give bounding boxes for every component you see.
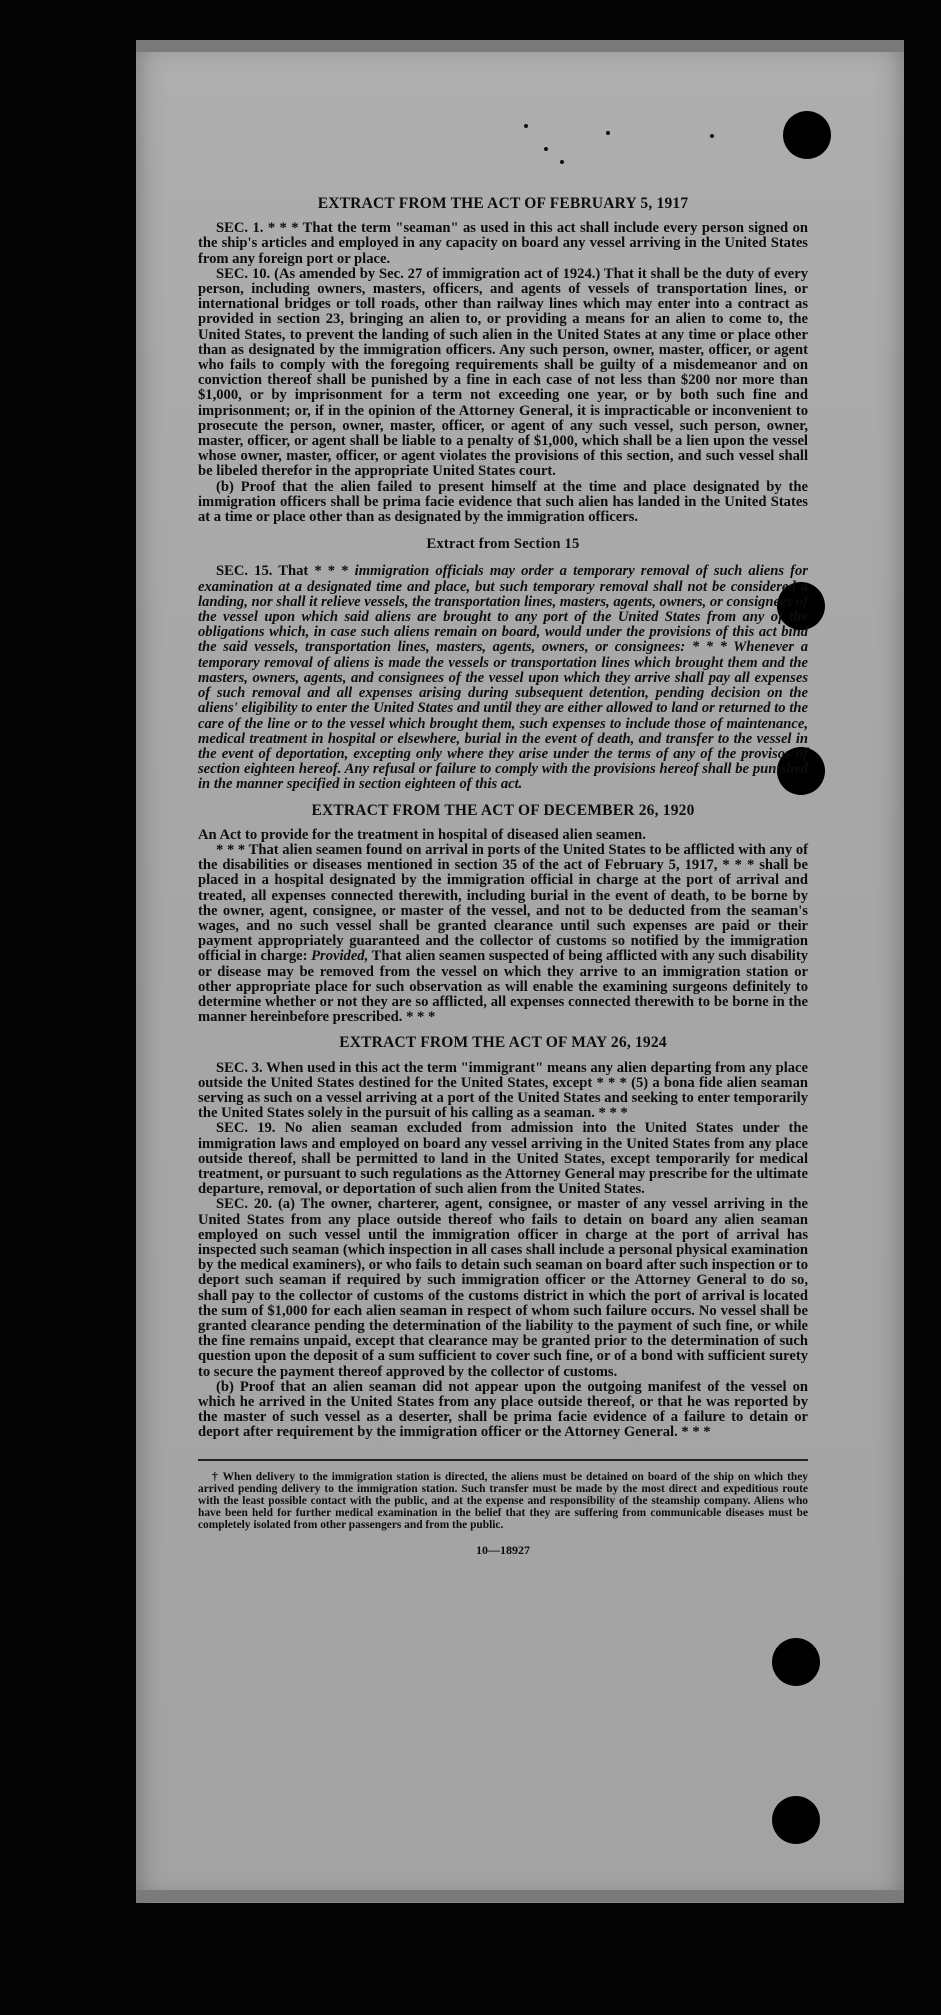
section-1-paragraph: SEC. 1. * * * That the term "seaman" as used in this act shall include every person signed on the ship's articles and employed in any capacity on board any vessel arriving in the United States from any foreign port or place. bbox=[198, 220, 808, 267]
heading-act-may-1924: EXTRACT FROM THE ACT OF MAY 26, 1924 bbox=[339, 1034, 667, 1052]
footnote-divider bbox=[198, 1459, 808, 1461]
heading-section-15: Extract from Section 15 bbox=[426, 536, 580, 553]
scan-speck bbox=[524, 124, 528, 128]
document-text bbox=[198, 186, 808, 1558]
section-15-lead: SEC. 15. That * * * bbox=[216, 563, 355, 580]
section-20b-paragraph: (b) Proof that an alien seaman did not appear upon the outgoing manifest of the vessel on which he arrived in the United States from any place outside thereof, or that he was reported by the master of such vessel as a deserter, shall be prima facie evidence of a failure to detain or deport after requirement by the immigration officer or the Attorney General. * * * bbox=[198, 1378, 808, 1441]
section-10b-paragraph: (b) Proof that the alien failed to present himself at the time and place designated by the immigration officers shall be prima facie evidence that such alien has landed in the United States at a time or place other than as designated by the immigration officers. bbox=[198, 478, 808, 526]
form-number: 10—18927 bbox=[476, 1542, 530, 1557]
punch-hole bbox=[772, 1796, 820, 1844]
act-1920-paragraph bbox=[198, 843, 808, 1025]
act-1920-title: An Act to provide for the treatment in hospital of diseased alien seamen. bbox=[198, 826, 646, 843]
scan-speck bbox=[606, 131, 610, 135]
section-10-paragraph: SEC. 10. (As amended by Sec. 27 of immigration act of 1924.) That it shall be the duty of every person, including owners, masters, officers, and agents of vessels of transportation lines, or international bridges or toll roads, other than railway lines which may enter into a contract as provided in section 23, bringing an alien to, or providing a means for an alien to come to, the United States, to prevent the landing of such alien in the United States at any time or place other than as designated by the immigration officers. Any such person, owner, master, officer, or agent who fails to comply with the foregoing requirements shall be guilty of a misdemeanor and on conviction thereof shall be punished by a fine in each case of not less than $200 nor more than $1,000, or by imprisonment for a term not exceeding one year, or by both such fine and imprisonment; or, if in the opinion of the Attorney General, it is impracticable or inconvenient to prosecute the person, owner, master, officer, or agent of any such vessel, such person, owner, master, officer, or agent shall be liable to a penalty of $1,000, which shall be a lien upon the vessel whose owner, master, officer, or agent violates the provisions of this section, and such vessel shall be libeled therefor in the appropriate United States court. bbox=[198, 265, 808, 480]
act-1920-body-b: That alien seamen suspected of being afflicted with any such disability or disease may be removed from the vessel on which they arrive to an immigration station or other appropriate place for such observation as will enable the examining surgeons definitely to determine whether or not they are so afflicted, all expenses connected therewith to be borne in the manner hereinbefore prescribed. * * * bbox=[198, 948, 808, 1026]
punch-hole bbox=[783, 111, 831, 159]
section-20a-paragraph: SEC. 20. (a) The owner, charterer, agent, consignee, or master of any vessel arriving in the United States from any place outside thereof who fails to detain on board any alien seaman employed on such vessel until the immigration officer in charge at the port of arrival has inspected such seaman (which inspection in all cases shall include a personal physical examination by the medical examiners), or who fails to detain such seaman on board after such inspection or to deport such seaman if required by such immigration officer or the Attorney General to do so, shall pay to the collector of customs of the customs district in which the port of arrival is located the sum of $1,000 for each alien seaman in respect of whom such failure occurs. No vessel shall be granted clearance pending the determination of the liability to the payment of such fine, or while the fine remains unpaid, except that clearance may be granted prior to the determination of such question upon the deposit of a sum sufficient to cover such fine, or of a bond with sufficient surety to secure the payment thereof approved by the collector of customs. bbox=[198, 1196, 808, 1380]
section-19-paragraph: SEC. 19. No alien seaman excluded from admission into the United States under the immigration laws and employed on board any vessel arriving in the United States from any place outside thereof, shall be permitted to land in the United States, except temporarily for medical treatment, or pursuant to such regulations as the Attorney General may prescribe for the ultimate departure, removal, or deportation of such alien from the United States. bbox=[198, 1120, 808, 1198]
heading-act-feb-1917: EXTRACT FROM THE ACT OF FEBRUARY 5, 1917 bbox=[317, 195, 689, 212]
heading-act-dec-1920: EXTRACT FROM THE ACT OF DECEMBER 26, 1920 bbox=[311, 801, 695, 819]
scan-speck bbox=[710, 134, 714, 138]
act-1920-provided: Provided, bbox=[311, 948, 369, 965]
section-3-paragraph: SEC. 3. When used in this act the term "immigrant" means any alien departing from any place outside the United States destined for the United States, except * * * (5) a bona fide alien seaman serving as such on a vessel arriving at a port of the United States and seeking to enter temporarily the United States solely in the pursuit of his calling as a seaman. * * * bbox=[198, 1059, 808, 1122]
scan-bottom-edge bbox=[136, 1890, 904, 1902]
punch-hole bbox=[772, 1638, 820, 1686]
footnote: † When delivery to the immigration station is directed, the aliens must be detained on board of the ship on which they arrived pending delivery to the immigration station. Such transfer must be made by the most direct and expeditious route with the least possible contact with the public, and at the expense and responsibility of the steamship company. Aliens who have been held for further medical examination in the belief that they are suffering from communicable diseases must be completely isolated from other passengers and from the public. bbox=[198, 1470, 808, 1531]
act-1920-body-a: * * * That alien seamen found on arrival in ports of the United States to be afflicted with any of the disabilities or diseases mentioned in section 35 of the act of February 5, 1917, * * * shall be placed in a hospital designated by the immigration official in charge at the port of arrival and treated, all expenses connected therewith, including burial in the event of death, to be borne by the owner, agent, consignee, or master of the vessel, and not to be deducted from the seaman's wages, and no such vessel shall be granted clearance until such expenses are paid or their payment appropriately guaranteed and the collector of customs so notified by the immigration official in charge: bbox=[198, 841, 808, 965]
section-15-body: immigration officials may order a temporary removal of such aliens for examination at a designated time and place, but such temporary removal shall not be considered a landing, nor shall it relieve vessels, the transportation lines, masters, agents, owners, or consignees of the vessel upon which said aliens are brought to any port of the United States from any of the obligations which, in case such aliens remain on board, would under the provisions of this act bind the said vessels, transportation lines, masters, agents, owners, or consignees: * * * Whenever a temporary removal of aliens is made the vessels or transportation lines which brought them and the masters, owners, agents, and consignees of the vessel upon which they arrive shall pay all expenses of such removal and all expenses arising during subsequent detention, pending decision on the aliens' eligibility to enter the United States and until they are either allowed to land or returned to the care of the line or to the vessel which brought them, such expenses to include those of maintenance, medical treatment in hospital or elsewhere, burial in the event of death, and transfer to the vessel in the event of deportation, excepting only where they arise under the terms of any of the provisos of section eighteen hereof. Any refusal or failure to comply with the provisions hereof shall be punished in the manner specified in section eighteen of this act. bbox=[198, 563, 808, 793]
scan-speck bbox=[560, 160, 564, 164]
scan-speck bbox=[544, 147, 548, 151]
section-15-paragraph bbox=[198, 564, 808, 792]
scan-top-edge bbox=[136, 40, 904, 52]
